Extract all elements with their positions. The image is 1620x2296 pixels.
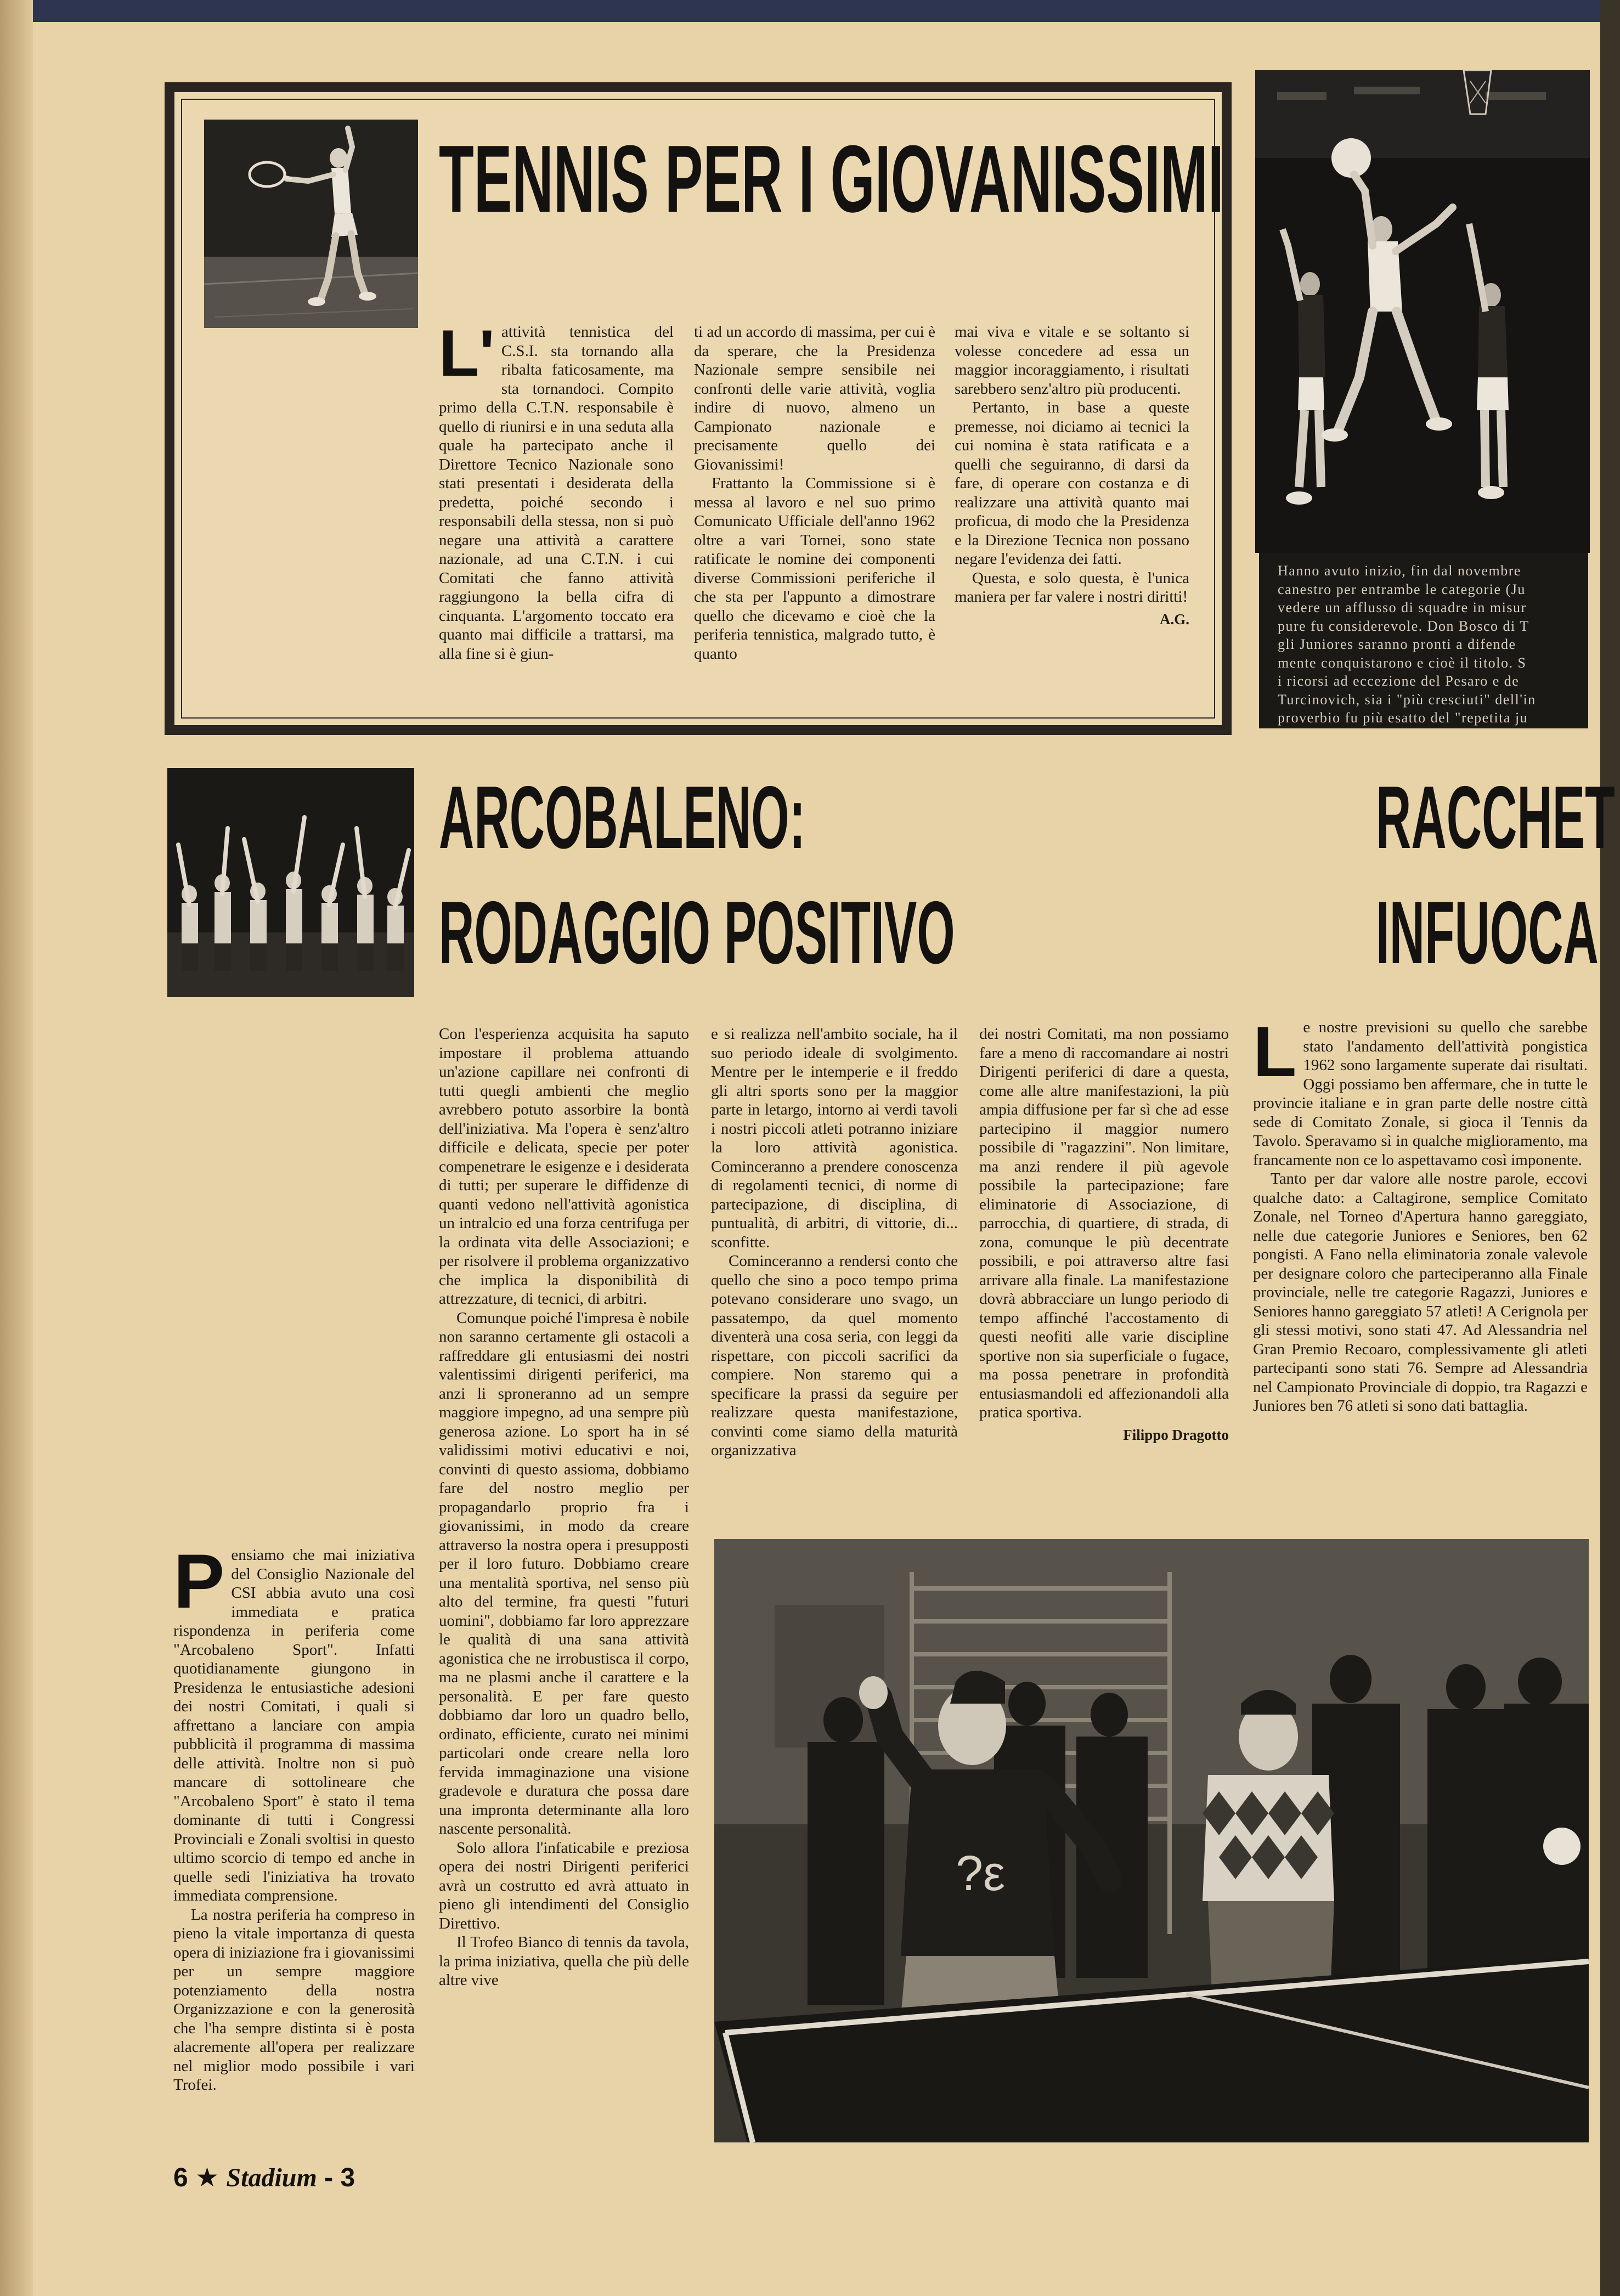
tennis-headline: TENNIS PER I GIOVANISSIMI <box>439 125 1224 232</box>
arcobaleno-column-d <box>979 1025 1229 1444</box>
tennis-paragraph: Frattanto la Commissione si è messa al lavoro e nel suo primo Comunicato Ufficiale dell'anno 1962 oltre a vari Tornei, sono state ratificate le nomine dei componenti diverse Commissioni periferiche il che sta per l'appunto a dimostrare quello che dicevamo e cioè che la periferia tennistica, malgrado tutto, è quanto <box>694 474 935 663</box>
caption-line: vedere un afflusso di squadre in misur <box>1278 600 1527 615</box>
racchette-paragraph: e nostre previsioni su quello che sarebbe stato l'andamento dell'attività pongistica 1962 sono largamente superate dai risultati. Oggi possiamo ben affermare, che in tutte le provincie italiane e in gran parte delle nostre città sede di Comitato Zonale, si gioca il Tennis da Tavolo. Speravamo sì in qualche miglioramento, ma francamente non ce lo aspettavamo così imponente. <box>1253 1019 1588 1169</box>
tennis-column-3 <box>955 323 1189 629</box>
arcobaleno-headline-line2: RODAGGIO POSITIVO <box>439 883 955 982</box>
racchette-column <box>1253 1011 1588 1416</box>
tennis-player-photo <box>204 120 418 328</box>
tennis-dropcap: L' <box>439 316 495 390</box>
arcobaleno-paragraph: Con l'esperienza acquisita ha saputo impostare il problema attuando un'azione capillare nei confronti di tutti quegli ambienti che meglio avrebbero potuto assorbire la bontà dell'iniziativa. Ma l'opera è senz'altro difficile e delicata, specie per poter compenetrare le esigenze e i desiderata di tutti; per superare le diffidenze di quanti vedono nell'attività agonistica un intralcio ed una forza centrifuga per la ordinata vita delle Associazioni; e per risolvere il problema organizzativo che implica la disponibilità di attrezzature, di tecnici, di arbitri. <box>439 1025 689 1308</box>
arcobaleno-column-c <box>711 1025 958 1460</box>
racchette-paragraph: Tanto per dar valore alle nostre parole, eccovi qualche dato: a Caltagirone, semplice Comitato Zonale, nel Torneo d'Apertura hanno gareggiato, nelle due categorie Juniores e Seniores, ben 62 pongisti. A Fano nella eliminatoria zonale valevole per designare coloro che parteciperanno alla Finale provinciale, nelle tre categorie Ragazzi, Juniores e Seniores hanno gareggiato 57 atleti! A Cerignola per gli stessi motivi, sono stati 47. Ad Alessandria nel Gran Premio Recoaro, complessivamente gli atleti partecipanti sono stati 76. Sempre ad Alessandria nel Campionato Provinciale di doppio, tra Ragazzi e Juniores ben 76 atleti si sono dati battaglia. <box>1253 1170 1588 1415</box>
page-footer <box>173 2162 355 2193</box>
racchette-headline-line1: RACCHET <box>1376 768 1615 867</box>
star-icon: ★ <box>195 2163 219 2192</box>
caption-line: gli Juniores saranno pronti a difende <box>1278 636 1516 652</box>
arcobaleno-paragraph: Solo allora l'infaticabile e preziosa opera dei nostri Dirigenti periferici avrà un costrutto ed avrà attuato in pieno gli intendimenti del Consiglio Direttivo. <box>439 1839 689 1932</box>
caption-line: pure fu considerevole. Don Bosco di T <box>1278 618 1529 634</box>
arcobaleno-paragraph: ensiamo che mai iniziativa del Consiglio Nazionale del CSI abbia avuto una così immediata e pratica rispondenza in periferia come "Arcobaleno Sport". Infatti quotidianamente giungono in Presidenza le entusiastiche adesioni dei nostri Comitati, i quali si affrettano a lanciare con ampia pubblicità il programma di massima delle attività. Inoltre non si può mancare di sottolineare che "Arcobaleno Sport" è stato il tema dominante di tutti i Congressi Provinciali e Zonali svoltisi in questo ultimo scorcio di tempo ed anche in quelle sedi l'iniziativa ha trovato immediata comprensione. <box>173 1546 415 1904</box>
basketball-photo <box>1255 70 1590 553</box>
arcobaleno-column-intro <box>173 1538 415 2095</box>
arcobaleno-paragraph: La nostra periferia ha compreso in pieno la vitale importanza di questa opera di iniziazione fra i giovanissimi per un sempre maggiore potenziamento della nostra Organizzazione e con la generosità che l'ha sempre distinta si è posta alacremente all'opera per realizzare nel miglior modo possibile i vari Trofei. <box>173 1905 415 2094</box>
arcobaleno-signature: Filippo Dragotto <box>1123 1426 1229 1443</box>
tennis-paragraph: Pertanto, in base a queste premesse, noi diciamo ai tecnici la cui nomina è stata ratificata e a quelli che seguiranno, di darsi da fare, di operare con costanza e di realizzare una attività quanto mai proficua, di modo che la Presidenza e la Direzione Tecnica non possano negare l'evidenza dei fatti. <box>955 399 1189 568</box>
caption-line: Turcinovich, sia i "più cresciuti" dell'in <box>1278 691 1536 708</box>
tennis-column-2 <box>694 323 935 663</box>
caption-line: i ricorsi ad eccezione del Pesaro e de <box>1278 673 1520 689</box>
tennis-signature: A.G. <box>1160 610 1189 627</box>
arcobaleno-column-b <box>439 1025 689 1990</box>
arcobaleno-headline-line1: ARCOBALENO: <box>439 768 806 867</box>
basketball-caption <box>1259 553 1588 728</box>
issue-number: - 3 <box>324 2163 355 2192</box>
tennis-paragraph: Questa, e solo questa, è l'unica maniera per far valere i nostri diritti! <box>955 569 1189 606</box>
caption-line: mente conquistarono e cioè il titolo. S <box>1278 654 1527 671</box>
arcobaleno-paragraph: Il Trofeo Bianco di tennis da tavola, la prima iniziativa, quella che più delle altre vive <box>439 1933 689 1989</box>
page-top-edge <box>0 0 1620 22</box>
caption-line: Hanno avuto inizio, fin dal novembre <box>1278 563 1521 579</box>
arcobaleno-paragraph: Cominceranno a rendersi conto che quello che sino a poco tempo prima potevano considerare uno svago, un passatempo, da quel momento diventerà una cosa seria, con leggi da rispettare, con piccoli sacrifici da compiere. Non staremo qui a specificare la prassi da seguire per realizzare questa manifestazione, convinti come siamo della maturità organizzativa <box>711 1252 958 1459</box>
tennis-column-1 <box>439 316 674 663</box>
racchette-headline-line2: INFUOCA <box>1376 883 1599 982</box>
gymnasts-photo <box>167 768 414 997</box>
tennis-paragraph: attività tennistica del C.S.I. sta tornando alla ribalta faticosamente, ma sta tornandoci. Compito primo della C.T.N. responsabile è quello di riunirsi e in una seduta alla quale ha partecipato anche il Direttore Tecnico Nazionale sono stati presentati i desiderata della predetta, poiché secondo i responsabili della stessa, non si può negare una attività a carattere nazionale, ad una C.T.N. i cui Comitati che fanno attività raggiungono la bella cifra di cinquanta. L'argomento toccato era quanto mai difficile a trattarsi, ma alla fine si è giun- <box>439 323 674 663</box>
magazine-name: Stadium <box>226 2163 317 2192</box>
page-right-edge <box>1600 0 1620 2296</box>
sweater-glyph: ?ε <box>956 1846 1006 1901</box>
tennis-paragraph: mai viva e vitale e se soltanto si volesse concedere ad essa un maggior incoraggiamento, i risultati sarebbero senz'altro più producenti. <box>955 323 1189 398</box>
arcobaleno-paragraph: e si realizza nell'ambito sociale, ha il suo periodo ideale di svolgimento. Mentre per le intemperie e il freddo gli altri sports sono per la maggior parte in letargo, intorno ai verdi tavoli i nostri piccoli atleti potranno iniziare la loro attività agonistica. Cominceranno a prendere conoscenza di regolamenti tecnici, di norme di partecipazione, di disciplina, di puntualità, di arbitri, di vittorie, di... sconfitte. <box>711 1025 958 1251</box>
page-number: 6 <box>173 2163 188 2192</box>
table-tennis-photo <box>714 1539 1589 2142</box>
arcobaleno-dropcap: P <box>173 1538 225 1624</box>
arcobaleno-paragraph: dei nostri Comitati, ma non possiamo fare a meno di raccomandare ai nostri Dirigenti periferici di dare a questa, come alle altre manifestazioni, la più ampia diffusione per far sì che ad esse partecipino il maggior numero possibile di "ragazzini". Non limitare, ma anzi rendere il più agevole possibile la partecipazione; fare eliminatorie di Associazione, di parrocchia, di quartiere, di strada, di zona, comunque le più decentrate possibili, e poi attraverso altre fasi arrivare alla finale. La manifestazione dovrà abbracciare un lungo periodo di tempo affinché l'accostamento di questi neofiti alle varie discipline sportive non sia superficiale o fugace, ma possa penetrare in profondità entusiasmandoli ed affezionandoli alla pratica sportiva. <box>979 1025 1229 1421</box>
caption-line: canestro per entrambe le categorie (Ju <box>1278 581 1526 597</box>
page-left-edge <box>0 0 33 2296</box>
caption-line: proverbio fu più esatto del "repetita ju <box>1278 710 1528 726</box>
racchette-dropcap: L <box>1253 1011 1297 1092</box>
arcobaleno-paragraph: Comunque poiché l'impresa è nobile non saranno certamente gli ostacoli a raffreddare gli entusiasmi dei nostri valentissimi dirigenti periferici, ma anzi li sproneranno ad un sempre maggiore impegno, ad una sempre più generosa azione. Lo sport ha in sé validissimi motivi educativi e noi, convinti di questo assioma, dobbiamo fare del nostro meglio per propagandarlo proprio fra i giovanissimi, in modo da creare attraverso la nostra opera i presupposti per il loro futuro. Dobbiamo creare una mentalità sportiva, nel senso più alto del termine, fra questi "futuri uomini", dobbiamo far loro apprezzare le qualità di una sana attività agonistica che ne irrobustisca il corpo, ma ne plasmi anche il carattere e la personalità. E per fare questo dobbiamo dar loro un quadro bello, ordinato, efficiente, curato nei minimi particolari onde creare nella loro fervida immaginazione una visione gradevole e duratura che possa dare una impronta determinante alla loro nascente personalità. <box>439 1309 690 1837</box>
tennis-paragraph: ti ad un accordo di massima, per cui è da sperare, che la Presidenza Nazionale sempre sensibile nei confronti delle varie attività, voglia indire di nuovo, almeno un Campionato nazionale e precisamente quello dei Giovanissimi! <box>694 323 935 473</box>
